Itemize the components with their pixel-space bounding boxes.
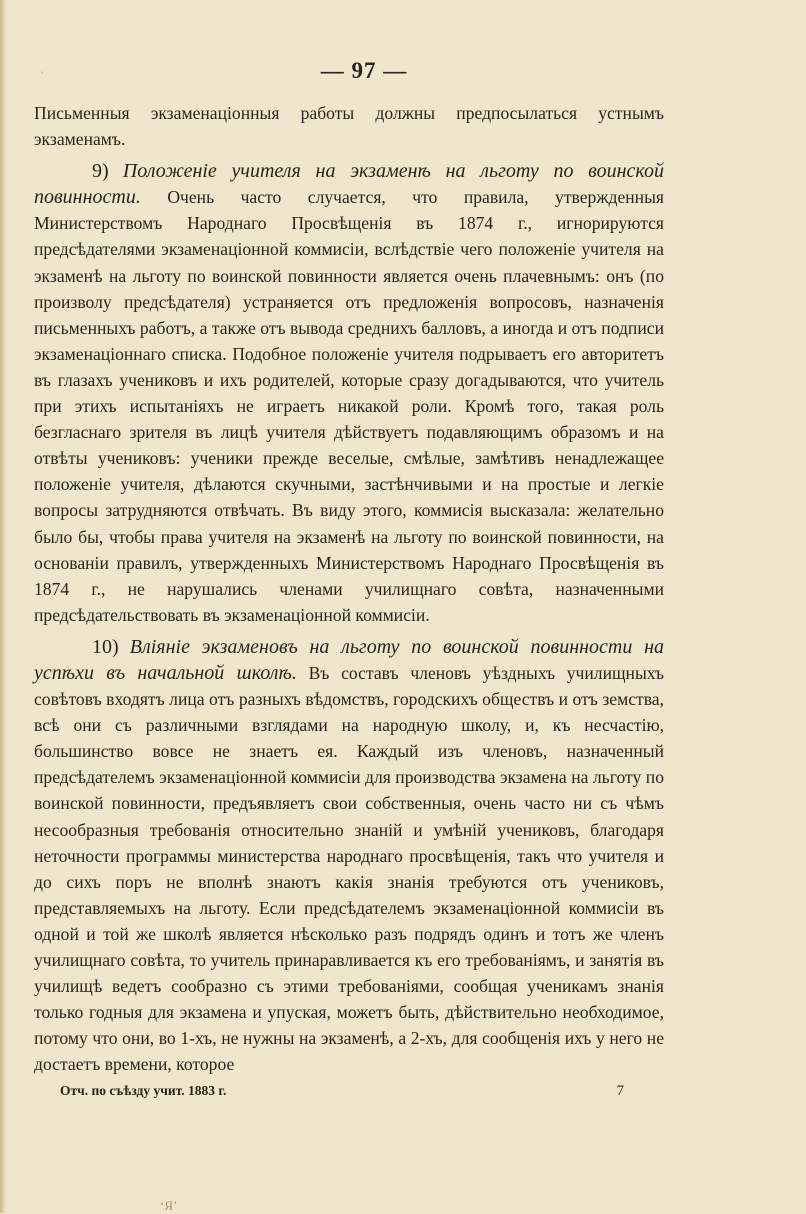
paragraph-text: Очень часто случается, что правила, утвержденныя Министерствомъ Народнаго Просвѣщенія въ 1874 г., игнорируются предсѣдателями экзаменаціонной коммисіи, вслѣдствіе чего положеніе учителя на экзаменѣ на льготу по воинской повинности является очень плачевнымъ: онъ (по произволу предсѣдателя) устраняется отъ предложенія вопросовъ, назначенія письменныхъ работъ, а также отъ вывода среднихъ балловъ, а иногда и отъ подписи экзаменаціоннаго списка. Подобное положеніе учителя подрываетъ его авторитетъ въ глазахъ учениковъ и ихъ родителей, которые сразу догадываются, что учитель при этихъ испытаніяхъ не играетъ никакой роли. Кромѣ того, такая роль безгласнаго зрителя въ лицѣ учителя дѣйствуетъ подавляющимъ образомъ и на отвѣты учениковъ: ученики прежде веселые, смѣлые, замѣтивъ ненадлежащее положеніе учителя, дѣлаются скучными, застѣнчивыми и на простые и легкіе вопросы затрудняются отвѣчать. Въ виду этого, коммисія высказала: желательно было бы, чтобы права учителя на экзаменѣ на льготу по воинской повинности, на основаніи правилъ, утвержденныхъ Министерствомъ Народнаго Просвѣщенія въ 1874 г., не нарушались членами училищнаго совѣта, назначенными предсѣдательствовать въ экзаменаціонной коммисіи. [34,187,664,625]
paragraph-section-9 [34,158,664,628]
paragraph-text: Письменныя экзаменаціонныя работы должны предпосылаться устнымъ экзаменамъ. [34,103,664,150]
ink-mark: ˌ [40,60,44,74]
signature-number: 7 [616,1083,624,1100]
paragraph-text: Въ составъ членовъ уѣздныхъ училищныхъ совѣтовъ входятъ лица отъ разныхъ вѣдомствъ, городскихъ обществъ и отъ земства, всѣ они съ различными взглядами на народную школу, и, къ несчастію, большинство вовсе не знаетъ ея. Каждый изъ членовъ, назначенный предсѣдателемъ экзаменаціонной коммисіи для производства экзамена на льготу по воинской повинности, предъявляетъ свои собственныя, очень часто ни съ чѣмъ несообразныя требованія относительно знаній и умѣній учениковъ, благодаря неточности программы министерства народнаго просвѣщенія, такъ что учителя и до сихъ поръ не вполнѣ знаютъ какія знанія требуются отъ учениковъ, представляемыхъ на льготу. Если предсѣдателемъ экзаменаціонной коммисіи въ одной и той же школѣ является нѣсколько разъ подрядъ одинъ и тотъ же членъ училищнаго совѣта, то учитель принаравливается къ его требованіямъ, и занятія въ училищѣ ведетъ сообразно съ этими требованіями, сообщая ученикамъ знанія только годныя для экзамена и упуская, можетъ быть, дѣйствительно необходимое, потому что они, во 1-хъ, не нужны на экзаменѣ, а 2-хъ, для сообщенія ихъ у него не достаетъ времени, которое [34,662,664,1075]
bottom-ink-stain: ʻЯʼ [160,1198,178,1213]
page-number: — 97 — [320,58,408,83]
section-heading: Вліяніе экзаменовъ на льготу по воинской повинности на успѣхи въ начальной школѣ. [34,635,664,684]
section-heading: Положеніе учителя на экзаменѣ на льготу по воинской повинности. [34,160,664,209]
page-edge [0,0,6,1213]
page-body [34,58,664,1100]
page-footer [34,1083,664,1100]
section-number: 10) [92,635,119,658]
footer-source: Отч. по съѣзду учит. 1883 г. [60,1083,227,1099]
paragraph-section-10 [34,634,664,1078]
paragraph-intro [34,100,664,152]
section-number: 9) [92,160,109,183]
